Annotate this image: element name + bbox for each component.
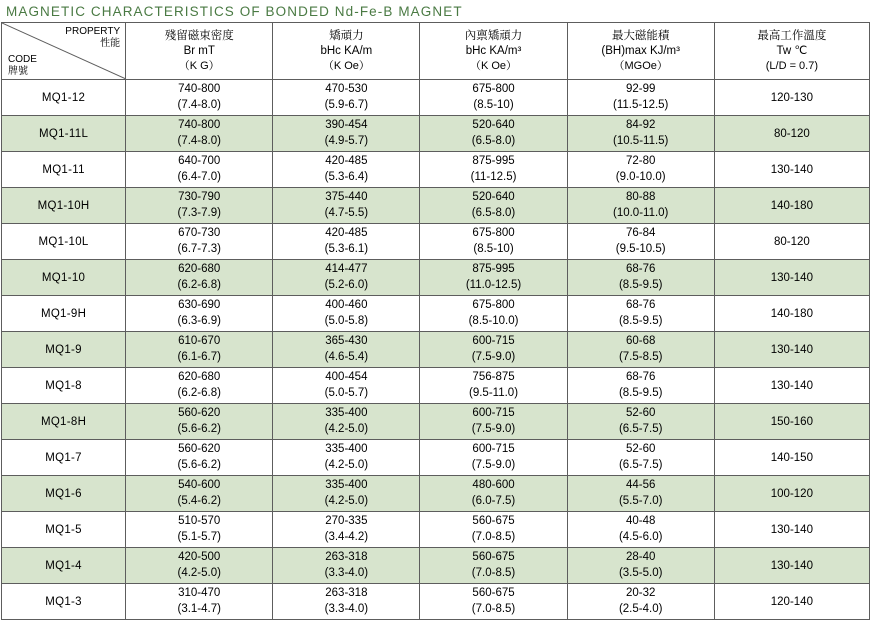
row-tw: 120-140: [714, 584, 869, 620]
row-br-value: 510-570: [178, 514, 221, 527]
row-bhc-alt-unit: (5.0-5.7): [324, 386, 369, 399]
row-br: [126, 548, 273, 584]
row-bhc-value: 470-530: [325, 82, 368, 95]
row-ihc-value: 480-600: [472, 478, 515, 491]
row-bhmax-alt-unit: (6.5-7.5): [618, 458, 663, 471]
row-ihc-value: 560-675: [472, 586, 515, 599]
row-ihc: [420, 476, 567, 512]
row-code: MQ1-8H: [2, 404, 126, 440]
row-tw: 120-130: [714, 80, 869, 116]
row-ihc-alt-unit: (11.0-12.5): [465, 278, 522, 291]
row-br: [126, 116, 273, 152]
row-br: [126, 404, 273, 440]
row-bhmax: [567, 404, 714, 440]
row-br-value: 670-730: [178, 226, 221, 239]
row-ihc-value: 600-715: [472, 334, 515, 347]
row-bhc: [273, 584, 420, 620]
table-row: [2, 584, 870, 620]
row-bhmax-alt-unit: (9.5-10.5): [615, 242, 666, 255]
row-bhmax-alt-unit: (10.0-11.0): [612, 206, 669, 219]
row-bhc-value: 270-335: [325, 514, 368, 527]
row-bhmax: [567, 260, 714, 296]
row-bhc: [273, 260, 420, 296]
table-header-row: [2, 23, 870, 80]
row-bhc-alt-unit: (5.3-6.4): [324, 170, 369, 183]
row-ihc-alt-unit: (7.0-8.5): [471, 602, 516, 615]
row-bhc-value: 420-485: [325, 226, 368, 239]
row-br: [126, 188, 273, 224]
table-row: [2, 368, 870, 404]
table-row: [2, 260, 870, 296]
row-code: MQ1-9: [2, 332, 126, 368]
page-title: MAGNETIC CHARACTERISTICS OF BONDED Nd-Fe-B MAGNET: [6, 4, 463, 19]
row-br-alt-unit: (7.4-8.0): [177, 98, 221, 111]
row-code: MQ1-10H: [2, 188, 126, 224]
row-bhc-value: 400-454: [325, 370, 368, 383]
header-col-br: 殘留磁束密度 Br mT （K G）: [126, 23, 273, 80]
row-bhc-alt-unit: (5.0-5.8): [324, 314, 369, 327]
row-code: MQ1-6: [2, 476, 126, 512]
row-bhmax: [567, 296, 714, 332]
row-bhmax: [567, 440, 714, 476]
row-ihc-alt-unit: (9.5-11.0): [469, 386, 519, 399]
row-tw: 80-120: [714, 116, 869, 152]
header-corner-cell: [2, 23, 126, 80]
row-tw: 130-140: [714, 152, 869, 188]
row-ihc-alt-unit: (11-12.5): [470, 170, 517, 183]
row-br-value: 730-790: [178, 190, 221, 203]
row-bhmax-value: 28-40: [625, 550, 656, 563]
row-ihc: [420, 224, 567, 260]
row-br-value: 620-680: [178, 262, 221, 275]
row-ihc: [420, 296, 567, 332]
row-code: MQ1-3: [2, 584, 126, 620]
row-bhc: [273, 404, 420, 440]
row-bhc: [273, 224, 420, 260]
row-br-value: 560-620: [178, 406, 221, 419]
row-bhc: [273, 368, 420, 404]
row-ihc: [420, 152, 567, 188]
row-code: MQ1-7: [2, 440, 126, 476]
row-bhc-alt-unit: (5.2-6.0): [324, 278, 369, 291]
row-bhc-value: 263-318: [325, 586, 368, 599]
row-ihc-alt-unit: (8.5-10): [473, 98, 514, 111]
table-row: [2, 188, 870, 224]
row-bhc: [273, 548, 420, 584]
row-br-alt-unit: (7.4-8.0): [177, 134, 221, 147]
row-ihc-alt-unit: (7.5-9.0): [471, 422, 516, 435]
row-br-alt-unit: (6.2-6.8): [177, 278, 221, 291]
row-bhmax: [567, 332, 714, 368]
row-bhc: [273, 116, 420, 152]
row-ihc: [420, 332, 567, 368]
row-br-value: 630-690: [178, 298, 221, 311]
row-ihc: [420, 440, 567, 476]
row-br-alt-unit: (5.6-6.2): [177, 422, 221, 435]
row-ihc: [420, 188, 567, 224]
row-bhmax: [567, 584, 714, 620]
row-bhc-value: 335-400: [325, 406, 368, 419]
row-ihc: [420, 368, 567, 404]
row-bhmax-value: 60-68: [625, 334, 656, 347]
table-row: [2, 512, 870, 548]
row-ihc-alt-unit: (7.0-8.5): [471, 530, 516, 543]
row-ihc-value: 600-715: [472, 442, 515, 455]
row-bhmax-alt-unit: (5.5-7.0): [618, 494, 663, 507]
row-br: [126, 332, 273, 368]
table-row: [2, 476, 870, 512]
row-bhmax-value: 68-76: [625, 262, 656, 275]
row-br: [126, 476, 273, 512]
row-bhc-alt-unit: (4.2-5.0): [324, 494, 369, 507]
row-ihc-value: 675-800: [472, 298, 515, 311]
row-ihc-alt-unit: (8.5-10.0): [468, 314, 519, 327]
row-bhmax-alt-unit: (9.0-10.0): [615, 170, 666, 183]
row-bhc-value: 414-477: [325, 262, 368, 275]
row-code: MQ1-5: [2, 512, 126, 548]
row-bhc-alt-unit: (4.6-5.4): [324, 350, 369, 363]
row-br: [126, 512, 273, 548]
row-bhmax-alt-unit: (3.5-5.0): [618, 566, 663, 579]
row-br: [126, 80, 273, 116]
row-br-alt-unit: (7.3-7.9): [177, 206, 221, 219]
row-code: MQ1-11: [2, 152, 126, 188]
row-code: MQ1-10L: [2, 224, 126, 260]
row-br-value: 540-600: [178, 478, 221, 491]
table-row: [2, 224, 870, 260]
row-code: MQ1-4: [2, 548, 126, 584]
row-br-alt-unit: (6.4-7.0): [177, 170, 221, 183]
row-code: MQ1-9H: [2, 296, 126, 332]
table-row: [2, 404, 870, 440]
row-bhmax-value: 40-48: [625, 514, 656, 527]
row-ihc: [420, 260, 567, 296]
row-ihc-value: 560-675: [472, 514, 515, 527]
row-bhmax-value: 76-84: [625, 226, 656, 239]
row-bhmax: [567, 476, 714, 512]
row-tw: 140-180: [714, 296, 869, 332]
row-ihc-value: 756-875: [472, 370, 515, 383]
table-row: [2, 332, 870, 368]
row-ihc-alt-unit: (7.0-8.5): [471, 566, 516, 579]
row-br: [126, 224, 273, 260]
row-bhc-alt-unit: (4.9-5.7): [324, 134, 369, 147]
row-ihc-value: 875-995: [472, 262, 515, 275]
magnetic-characteristics-table: [1, 22, 870, 620]
row-bhmax-alt-unit: (8.5-9.5): [618, 314, 663, 327]
row-br-value: 640-700: [178, 154, 221, 167]
row-tw: 130-140: [714, 548, 869, 584]
row-br-value: 420-500: [178, 550, 221, 563]
row-bhmax-alt-unit: (11.5-12.5): [612, 98, 669, 111]
row-br-alt-unit: (4.2-5.0): [177, 566, 221, 579]
row-bhc-value: 335-400: [325, 478, 368, 491]
row-bhmax-alt-unit: (2.5-4.0): [618, 602, 663, 615]
row-bhmax-alt-unit: (7.5-8.5): [618, 350, 663, 363]
row-bhc: [273, 296, 420, 332]
row-bhmax-value: 68-76: [625, 298, 656, 311]
row-code: MQ1-11L: [2, 116, 126, 152]
row-bhc: [273, 80, 420, 116]
row-bhc-alt-unit: (3.3-4.0): [324, 566, 369, 579]
row-ihc-alt-unit: (8.5-10): [473, 242, 514, 255]
row-ihc-value: 520-640: [472, 190, 515, 203]
row-bhc-alt-unit: (4.2-5.0): [324, 422, 369, 435]
row-tw: 140-180: [714, 188, 869, 224]
row-bhc-alt-unit: (3.4-4.2): [324, 530, 369, 543]
row-bhmax-value: 80-88: [625, 190, 656, 203]
row-bhmax-alt-unit: (6.5-7.5): [618, 422, 663, 435]
row-bhmax-value: 52-60: [625, 442, 656, 455]
row-bhmax-alt-unit: (4.5-6.0): [618, 530, 663, 543]
row-bhc-value: 420-485: [325, 154, 368, 167]
row-bhc-alt-unit: (4.7-5.5): [324, 206, 369, 219]
header-code-label: CODE 牌號: [8, 54, 37, 77]
row-ihc-alt-unit: (7.5-9.0): [471, 350, 516, 363]
row-br-alt-unit: (6.3-6.9): [177, 314, 221, 327]
row-bhmax-value: 72-80: [625, 154, 656, 167]
row-br-alt-unit: (5.4-6.2): [177, 494, 221, 507]
row-ihc-value: 600-715: [472, 406, 515, 419]
row-bhc: [273, 476, 420, 512]
row-bhmax: [567, 224, 714, 260]
table-row: [2, 440, 870, 476]
row-ihc-alt-unit: (7.5-9.0): [471, 458, 516, 471]
row-bhmax: [567, 512, 714, 548]
row-br: [126, 440, 273, 476]
row-bhmax: [567, 152, 714, 188]
row-bhc: [273, 332, 420, 368]
row-bhc-value: 390-454: [325, 118, 368, 131]
row-tw: 80-120: [714, 224, 869, 260]
table-row: [2, 116, 870, 152]
row-br: [126, 260, 273, 296]
row-br-value: 560-620: [178, 442, 221, 455]
row-ihc-alt-unit: (6.5-8.0): [471, 134, 516, 147]
row-br-alt-unit: (6.1-6.7): [177, 350, 221, 363]
row-bhmax: [567, 188, 714, 224]
row-ihc-alt-unit: (6.0-7.5): [471, 494, 516, 507]
row-bhc: [273, 440, 420, 476]
table-row: [2, 548, 870, 584]
row-br-alt-unit: (6.2-6.8): [177, 386, 221, 399]
row-ihc-value: 675-800: [472, 226, 515, 239]
row-tw: 130-140: [714, 260, 869, 296]
row-bhc-value: 335-400: [325, 442, 368, 455]
row-code: MQ1-12: [2, 80, 126, 116]
row-bhc-alt-unit: (3.3-4.0): [324, 602, 369, 615]
row-br: [126, 296, 273, 332]
row-br-value: 740-800: [178, 118, 221, 131]
row-bhmax-value: 20-32: [625, 586, 656, 599]
header-col-ihc: 內禀矯頑力 bHc KA/m³ （K Oe）: [420, 23, 567, 80]
row-tw: 150-160: [714, 404, 869, 440]
row-br-alt-unit: (5.6-6.2): [177, 458, 221, 471]
row-ihc: [420, 116, 567, 152]
row-ihc: [420, 512, 567, 548]
row-bhc-value: 263-318: [325, 550, 368, 563]
row-br-value: 740-800: [178, 82, 221, 95]
row-ihc-value: 675-800: [472, 82, 515, 95]
header-col-tw: 最高工作溫度 Tw ℃ (L/D = 0.7): [714, 23, 869, 80]
row-tw: 130-140: [714, 332, 869, 368]
row-tw: 140-150: [714, 440, 869, 476]
header-property-label: PROPERTY 性能: [65, 26, 121, 49]
row-ihc-alt-unit: (6.5-8.0): [471, 206, 516, 219]
row-br-value: 610-670: [178, 334, 221, 347]
row-bhmax: [567, 548, 714, 584]
table-row: [2, 152, 870, 188]
row-ihc-value: 520-640: [472, 118, 515, 131]
row-br: [126, 368, 273, 404]
row-bhmax-value: 52-60: [625, 406, 656, 419]
row-bhc-value: 365-430: [325, 334, 368, 347]
row-bhmax-value: 44-56: [625, 478, 656, 491]
row-br: [126, 584, 273, 620]
table-header: [2, 23, 870, 80]
row-br-alt-unit: (6.7-7.3): [177, 242, 221, 255]
row-ihc: [420, 548, 567, 584]
row-ihc: [420, 404, 567, 440]
row-code: MQ1-8: [2, 368, 126, 404]
row-tw: 130-140: [714, 368, 869, 404]
table-row: [2, 80, 870, 116]
row-br-value: 620-680: [178, 370, 221, 383]
row-br-value: 310-470: [178, 586, 221, 599]
row-br-alt-unit: (5.1-5.7): [177, 530, 221, 543]
row-bhmax-alt-unit: (8.5-9.5): [618, 386, 663, 399]
row-bhc: [273, 152, 420, 188]
row-bhmax-value: 92-99: [625, 82, 656, 95]
row-ihc: [420, 80, 567, 116]
row-tw: 130-140: [714, 512, 869, 548]
row-bhmax-value: 68-76: [625, 370, 656, 383]
row-bhmax-alt-unit: (10.5-11.5): [612, 134, 669, 147]
row-bhmax: [567, 116, 714, 152]
row-bhc-alt-unit: (5.9-6.7): [324, 98, 369, 111]
row-bhmax-value: 84-92: [625, 118, 656, 131]
row-bhc-alt-unit: (4.2-5.0): [324, 458, 369, 471]
row-ihc-value: 875-995: [472, 154, 515, 167]
header-col-bhmax: 最大磁能積 (BH)max KJ/m³ （MGOe）: [567, 23, 714, 80]
row-bhc: [273, 512, 420, 548]
row-bhc: [273, 188, 420, 224]
row-br: [126, 152, 273, 188]
row-bhmax: [567, 368, 714, 404]
row-bhc-value: 400-460: [325, 298, 368, 311]
table-row: [2, 296, 870, 332]
row-bhc-value: 375-440: [325, 190, 368, 203]
row-bhmax: [567, 80, 714, 116]
table-body: [2, 80, 870, 620]
row-br-alt-unit: (3.1-4.7): [177, 602, 221, 615]
row-code: MQ1-10: [2, 260, 126, 296]
row-bhc-alt-unit: (5.3-6.1): [324, 242, 369, 255]
row-tw: 100-120: [714, 476, 869, 512]
row-ihc-value: 560-675: [472, 550, 515, 563]
row-ihc: [420, 584, 567, 620]
row-bhmax-alt-unit: (8.5-9.5): [618, 278, 663, 291]
header-col-bhc: 矯頑力 bHc KA/m （K Oe）: [273, 23, 420, 80]
